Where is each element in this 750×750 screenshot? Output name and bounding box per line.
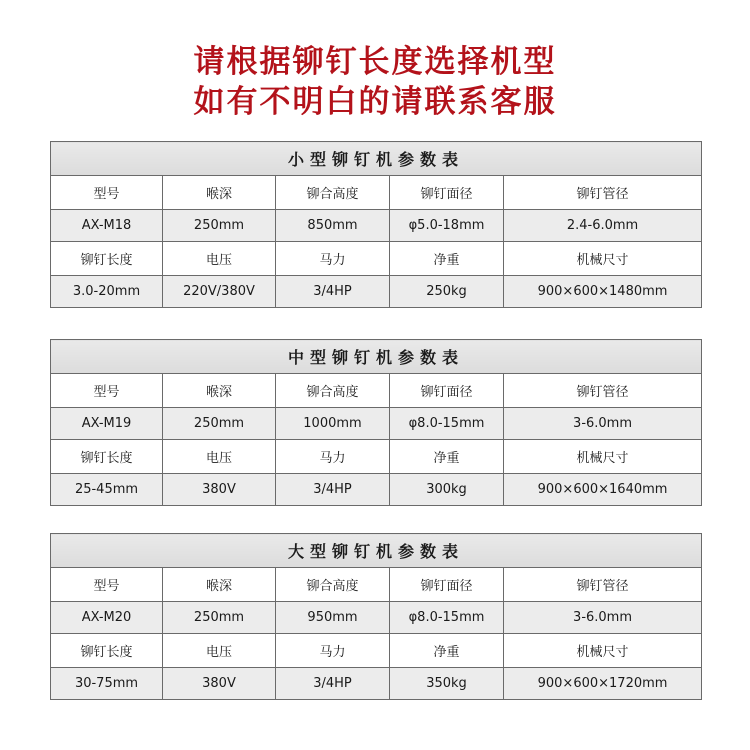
table-title: 大型铆钉机参数表 [51,534,702,568]
table-title-row [51,340,702,374]
value-cell: 3.0-20mm [51,276,163,308]
header-cell: 马力 [276,242,390,276]
value-cell: 300kg [390,474,504,506]
header-cell: 铆合高度 [276,568,390,602]
header-cell: 净重 [390,242,504,276]
value-cell: φ8.0-15mm [390,408,504,440]
header-cell: 机械尺寸 [504,634,702,668]
header-cell: 铆钉面径 [390,176,504,210]
header-cell: 净重 [390,440,504,474]
header-cell: 马力 [276,634,390,668]
header-cell: 电压 [163,440,276,474]
header-cell: 净重 [390,634,504,668]
headline-line-1: 请根据铆钉长度选择机型 [193,44,557,80]
value-cell: 3/4HP [276,668,390,700]
header-cell: 铆合高度 [276,374,390,408]
value-cell: 250mm [163,210,276,242]
spec-table-small [50,141,702,308]
value-cell: 1000mm [276,408,390,440]
header-cell: 电压 [163,634,276,668]
header-cell: 喉深 [163,374,276,408]
header-cell: 铆钉长度 [51,242,163,276]
table-value-row [51,668,702,700]
value-cell: 900×600×1720mm [504,668,702,700]
header-cell: 型号 [51,374,163,408]
value-cell: 380V [163,668,276,700]
value-cell: AX-M20 [51,602,163,634]
value-cell: 250mm [163,602,276,634]
header-cell: 机械尺寸 [504,242,702,276]
header-cell: 喉深 [163,568,276,602]
table-header-row [51,176,702,210]
header-cell: 铆钉管径 [504,568,702,602]
value-cell: 350kg [390,668,504,700]
header-cell: 机械尺寸 [504,440,702,474]
table-title: 中型铆钉机参数表 [51,340,702,374]
value-cell: 250mm [163,408,276,440]
value-cell: 3/4HP [276,276,390,308]
table-header-row [51,440,702,474]
value-cell: 850mm [276,210,390,242]
header-cell: 马力 [276,440,390,474]
value-cell: 30-75mm [51,668,163,700]
value-cell: AX-M18 [51,210,163,242]
table-value-row [51,602,702,634]
table-title-row [51,142,702,176]
table-title: 小型铆钉机参数表 [51,142,702,176]
header-cell: 铆钉管径 [504,176,702,210]
spec-table-large [50,533,702,700]
headline-line-2: 如有不明白的请联系客服 [193,84,557,120]
table-header-row [51,374,702,408]
value-cell: 3-6.0mm [504,602,702,634]
value-cell: φ8.0-15mm [390,602,504,634]
header-cell: 铆钉面径 [390,374,504,408]
value-cell: 3/4HP [276,474,390,506]
table-header-row [51,568,702,602]
header-cell: 铆钉面径 [390,568,504,602]
value-cell: 25-45mm [51,474,163,506]
value-cell: AX-M19 [51,408,163,440]
table-header-row [51,634,702,668]
value-cell: 950mm [276,602,390,634]
header-cell: 铆合高度 [276,176,390,210]
table-value-row [51,474,702,506]
value-cell: 3-6.0mm [504,408,702,440]
table-title-row [51,534,702,568]
header-cell: 喉深 [163,176,276,210]
value-cell: 250kg [390,276,504,308]
value-cell: 900×600×1640mm [504,474,702,506]
value-cell: 220V/380V [163,276,276,308]
value-cell: φ5.0-18mm [390,210,504,242]
header-cell: 铆钉长度 [51,440,163,474]
header-cell: 铆钉管径 [504,374,702,408]
table-header-row [51,242,702,276]
value-cell: 380V [163,474,276,506]
table-value-row [51,210,702,242]
header-cell: 电压 [163,242,276,276]
table-value-row [51,408,702,440]
value-cell: 900×600×1480mm [504,276,702,308]
value-cell: 2.4-6.0mm [504,210,702,242]
header-cell: 型号 [51,568,163,602]
spec-table-medium [50,339,702,506]
table-value-row [51,276,702,308]
header-cell: 型号 [51,176,163,210]
header-cell: 铆钉长度 [51,634,163,668]
